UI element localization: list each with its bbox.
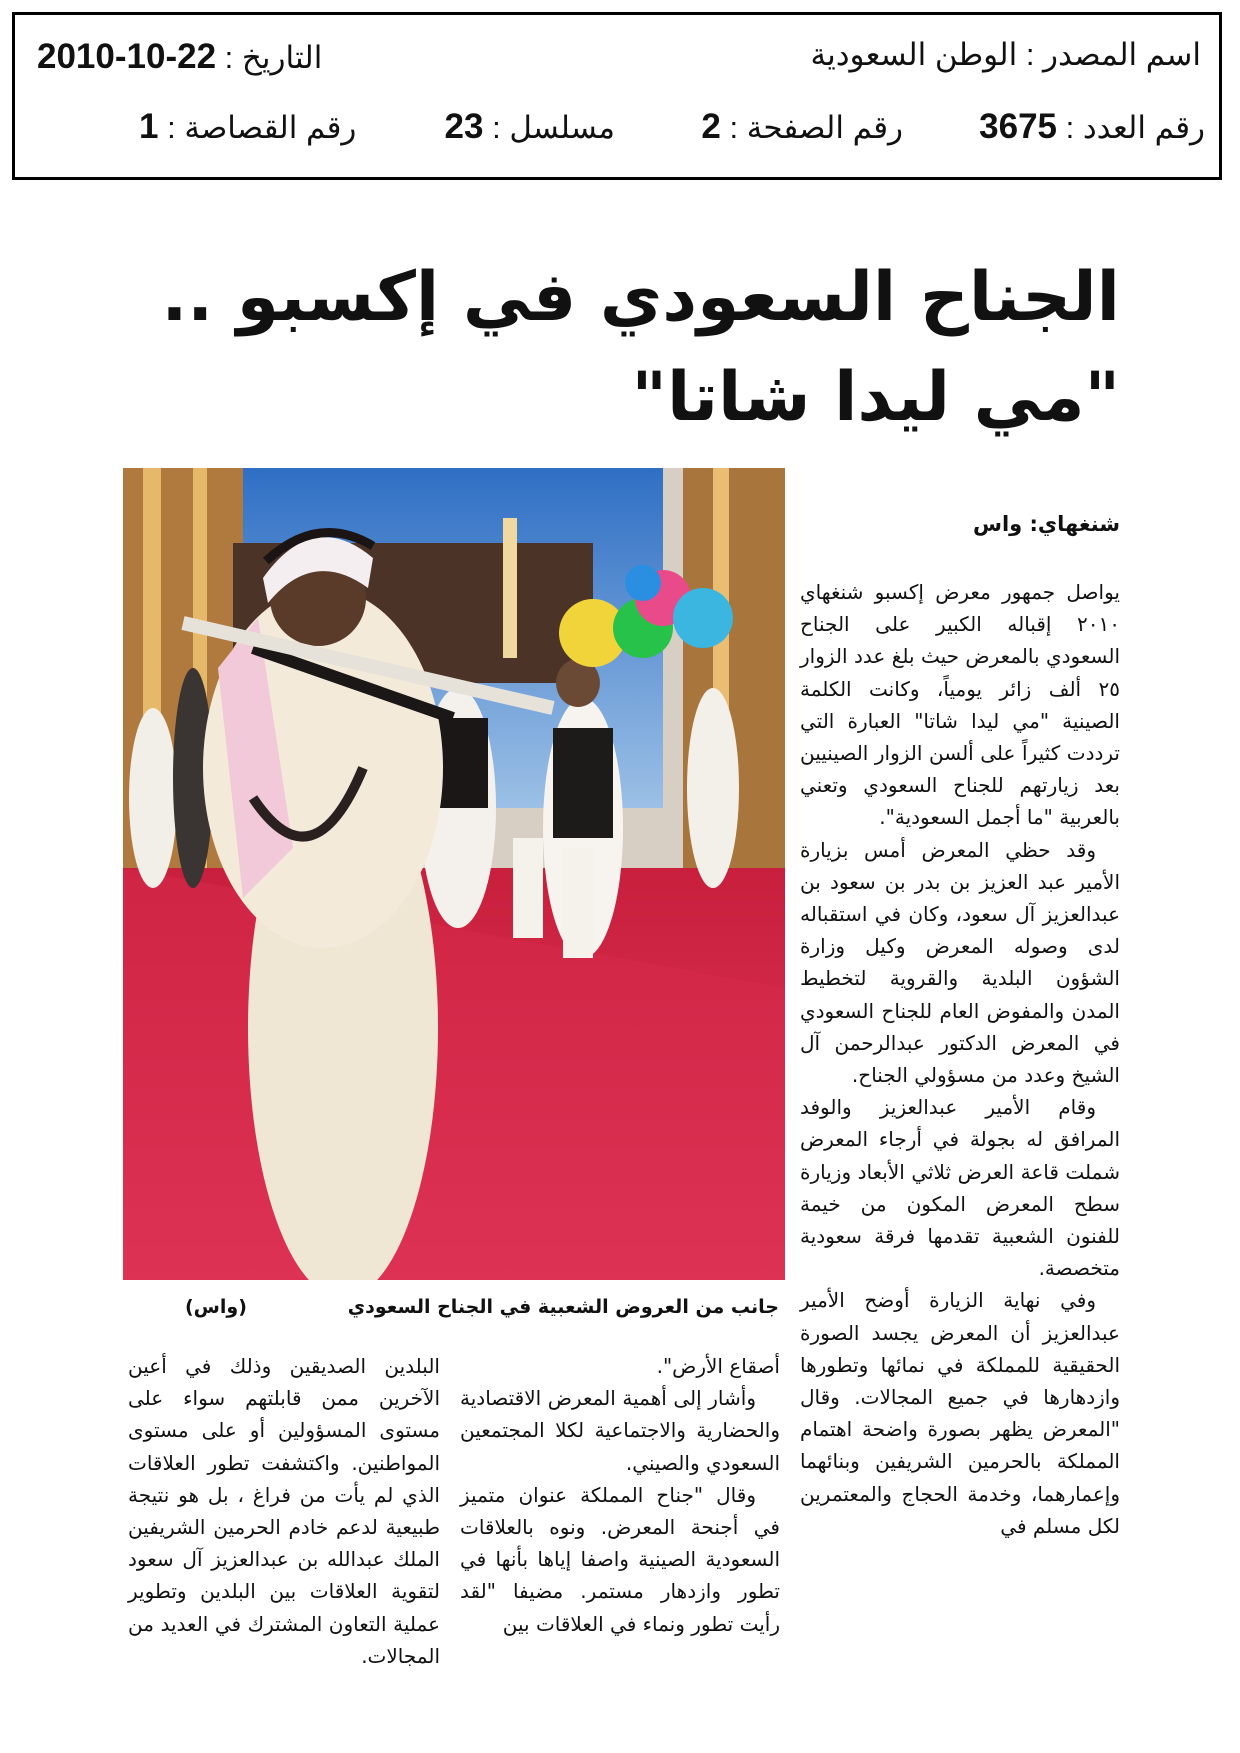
photo-caption: جانب من العروض الشعبية في الجناح السعودي <box>347 1296 779 1318</box>
paragraph: يواصل جمهور معرض إكسبو شنغهاي ٢٠١٠ إقباله الكبير على الجناح السعودي بالمعرض حيث بلغ عدد الزوار ٢٥ ألف زائر يومياً، وكانت الكلمة الصينية "مي ليدا شاتا" العبارة التي ترددت كثيراً على ألسن الزوار الصينيين بعد زيارتهم للجناح السعودي وتعني بالعربية "ما أجمل السعودية". <box>800 580 1120 830</box>
article-column-2 <box>460 1350 780 1640</box>
article-byline: شنغهاي: واس <box>972 512 1120 536</box>
source-field <box>811 37 1202 73</box>
paragraph: وقد حظي المعرض أمس بزيارة الأمير عبد العزيز بن بدر بن سعود بن عبدالعزيز آل سعود، وكان في استقباله لدى وصوله المعرض وكيل وزارة الشؤون البلدية والقروية لتخطيط المدن والمفوض العام للجناح السعودي في المعرض الدكتور عبدالرحمن آل الشيخ وعدد من مسؤولي الجناح. <box>800 837 1120 1088</box>
clipping-info-box <box>12 12 1222 180</box>
date-label: التاريخ : <box>224 40 323 75</box>
date-field <box>37 37 322 77</box>
page-value: 2 <box>701 107 721 146</box>
issue-field <box>979 107 1205 147</box>
paragraph: وأشار إلى أهمية المعرض الاقتصادية والحضارية والاجتماعية لكلا المجتمعين السعودي والصيني. <box>460 1386 780 1475</box>
paragraph: وقام الأمير عبدالعزيز والوفد المرافق له بجولة في أرجاء المعرض شملت قاعة العرض ثلاثي الأبعاد وزيارة سطح المعرض المكون من خيمة للفنون الشعبية تقدمها فرقة سعودية متخصصة. <box>800 1095 1120 1281</box>
clip-field <box>139 107 356 147</box>
page-field <box>701 107 903 147</box>
article-photo <box>123 468 785 1280</box>
source-label: اسم المصدر : <box>1025 37 1201 72</box>
clip-label: رقم القصاصة : <box>167 110 357 145</box>
photo-caption-bar <box>123 1296 785 1326</box>
photo-credit: (واس) <box>185 1296 247 1318</box>
info-row-2 <box>15 107 1219 157</box>
folk-dance-photo <box>123 468 785 1280</box>
serial-field <box>445 107 615 147</box>
paragraph: وفي نهاية الزيارة أوضح الأمير عبدالعزيز أن المعرض يجسد الصورة الحقيقية للمملكة في نمائها وتطورها وازدهارها في جميع المجالات. وقال "المعرض يظهر بصورة واضحة اهتمام المملكة بالحرمين الشريفين وبنائهما وإعمارهما، وخدمة الحجاج والمعتمرين لكل مسلم في <box>800 1288 1120 1538</box>
headline-line-1: الجناح السعودي في إكسبو .. <box>161 258 1120 337</box>
article-column-3 <box>128 1350 440 1672</box>
page-label: رقم الصفحة : <box>729 110 903 145</box>
date-value: 2010-10-22 <box>37 37 217 76</box>
info-row-1 <box>15 37 1219 87</box>
serial-value: 23 <box>444 107 484 146</box>
source-value: الوطن السعودية <box>810 37 1018 72</box>
paragraph: أصقاع الأرض". <box>656 1354 780 1378</box>
clip-value: 1 <box>139 107 159 146</box>
paragraph: وقال "جناح المملكة عنوان متميز في أجنحة المعرض. ونوه بالعلاقات السعودية الصينية واصفا إياها بأنها في تطور وازدهار مستمر. مضيفا "لقد رأيت تطور ونماء في العلاقات بين <box>460 1482 780 1636</box>
paragraph: البلدين الصديقين وذلك في أعين الآخرين ممن قابلتهم سواء على مستوى المسؤولين أو على مستوى المواطنين. واكتشفت تطور العلاقات الذي لم يأت من فراغ ، بل هو نتيجة طبيعية لدعم خادم الحرمين الشريفين الملك عبدالله بن عبدالعزيز آل سعود لتقوية العلاقات بين البلدين وتطوير عملية التعاون المشترك في العديد من المجالات. <box>128 1354 440 1668</box>
issue-label: رقم العدد : <box>1065 110 1205 145</box>
headline-line-2: "مي ليدا شاتا" <box>631 358 1120 437</box>
serial-label: مسلسل : <box>492 110 615 145</box>
article-column-1 <box>800 576 1120 1542</box>
issue-value: 3675 <box>979 107 1058 146</box>
article-headline <box>120 248 1120 448</box>
